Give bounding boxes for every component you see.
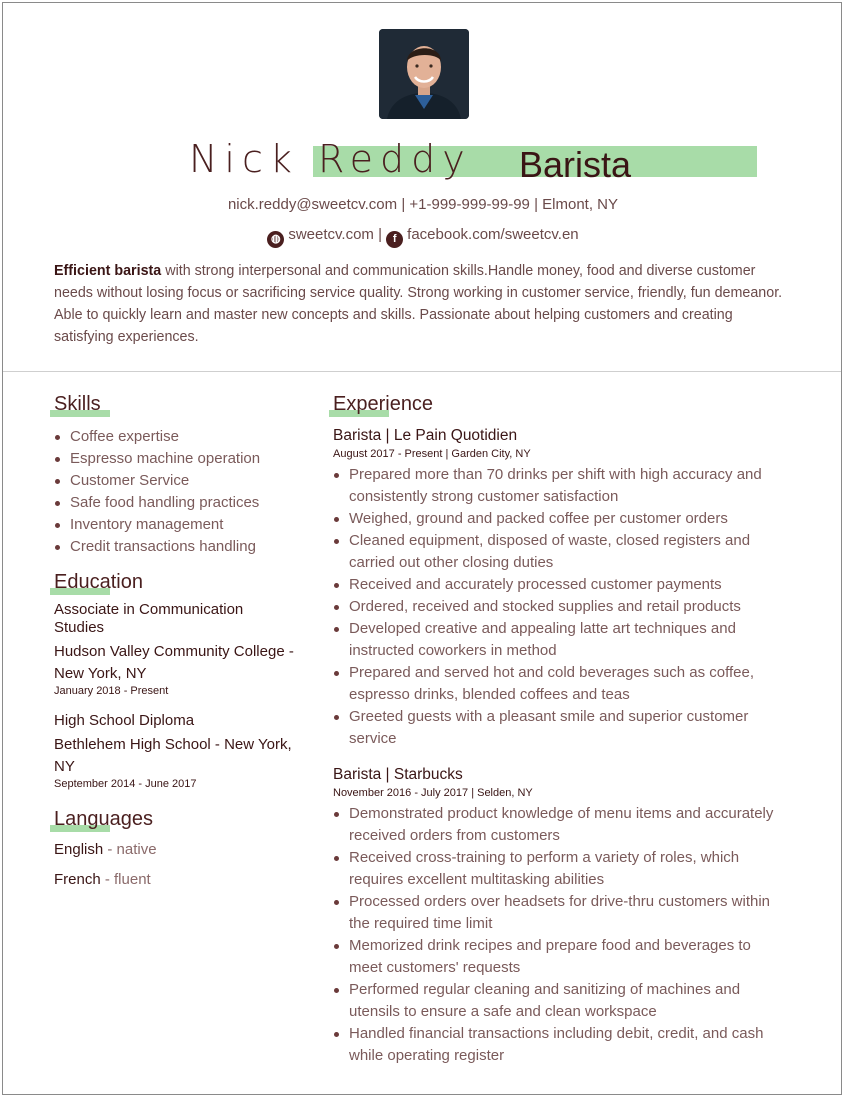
contact-separator: | — [401, 196, 406, 213]
language-name: French — [54, 871, 101, 888]
job-bullet: Performed regular cleaning and sanitizing of machines and utensils to ensure a safe and clean workspace — [333, 979, 788, 1023]
job-bullet: Processed orders over headsets for drive-thru customers within the required time limit — [333, 891, 788, 935]
skill-item: Espresso machine operation — [54, 448, 260, 470]
job-position: Barista | Le Pain Quotidien — [333, 427, 518, 444]
profile-photo — [379, 29, 469, 119]
skill-item: Safe food handling practices — [54, 492, 260, 514]
email[interactable]: nick.reddy@sweetcv.com — [227, 196, 398, 213]
summary-paragraph — [54, 260, 794, 348]
job-bullet: Developed creative and appealing latte art techniques and instructed coworkers in method — [333, 618, 788, 662]
job-bullet: Received cross-training to perform a variety of roles, which requires excellent multitasking abilities — [333, 847, 788, 891]
last-name: Reddy — [317, 137, 472, 181]
skill-item: Customer Service — [54, 470, 260, 492]
language-level: - native — [103, 841, 157, 858]
contact-separator: | — [534, 196, 538, 213]
language-item — [54, 841, 157, 858]
links-line — [3, 226, 843, 248]
job-bullet: Handled financial transactions including debit, credit, and cash while operating register — [333, 1023, 788, 1067]
job-bullets — [333, 464, 788, 750]
experience-heading: Experience — [333, 393, 434, 415]
job-bullet: Memorized drink recipes and prepare food and beverages to meet customers' requests — [333, 935, 788, 979]
skill-item: Coffee expertise — [54, 426, 260, 448]
first-name: Nick — [189, 137, 299, 181]
resume-page — [2, 2, 842, 1095]
summary-lead: Efficient barista — [54, 263, 162, 279]
job-meta: November 2016 - July 2017 | Selden, NY — [333, 787, 533, 799]
job-bullet: Cleaned equipment, disposed of waste, closed registers and carried out other closing duties — [333, 530, 788, 574]
location: Elmont, NY — [542, 196, 619, 213]
section-divider — [3, 371, 841, 372]
job-bullet: Ordered, received and stocked supplies and retail products — [333, 596, 788, 618]
job-bullets — [333, 803, 788, 1067]
languages-heading: Languages — [54, 808, 153, 830]
language-item — [54, 871, 151, 888]
job-bullet: Received and accurately processed customer payments — [333, 574, 788, 596]
job-position: Barista | Starbucks — [333, 766, 463, 783]
website-link[interactable]: sweetcv.com — [288, 226, 374, 243]
job-bullet: Weighed, ground and packed coffee per customer orders — [333, 508, 788, 530]
candidate-name — [189, 137, 472, 181]
facebook-icon: f — [386, 231, 403, 248]
language-name: English — [54, 841, 104, 858]
education-dates: January 2018 - Present — [54, 685, 169, 697]
facebook-link[interactable]: facebook.com/sweetcv.en — [407, 226, 579, 243]
education-degree: High School Diploma — [54, 712, 195, 729]
skills-heading: Skills — [54, 393, 101, 415]
job-bullet: Prepared and served hot and cold beverages such as coffee, espresso drinks, blended coffees and teas — [333, 662, 788, 706]
globe-icon: ◍ — [267, 231, 284, 248]
education-dates: September 2014 - June 2017 — [54, 778, 197, 790]
job-bullet: Prepared more than 70 drinks per shift with high accuracy and consistently strong customer satisfaction — [333, 464, 788, 508]
education-degree: Associate in Communication Studies — [54, 601, 244, 636]
language-level: - fluent — [100, 871, 151, 888]
skill-item: Inventory management — [54, 514, 260, 536]
education-heading: Education — [54, 571, 143, 593]
skill-item: Credit transactions handling — [54, 536, 260, 558]
education-school: Bethlehem High School - New York, NY — [54, 736, 292, 775]
job-meta: August 2017 - Present | Garden City, NY — [333, 448, 531, 460]
job-title: Barista — [519, 144, 632, 185]
skills-list — [54, 426, 260, 558]
links-separator: | — [378, 226, 382, 243]
education-school: Hudson Valley Community College - New York, NY — [54, 643, 294, 682]
job-bullet: Demonstrated product knowledge of menu items and accurately received orders from customers — [333, 803, 788, 847]
job-bullet: Greeted guests with a pleasant smile and superior customer service — [333, 706, 788, 750]
phone[interactable]: +1-999-999-99-99 — [409, 196, 530, 213]
contact-line — [3, 196, 843, 213]
summary-text: with strong interpersonal and communication skills.Handle money, food and diverse customer needs without losing focus or sacrificing service quality. Strong working in customer service, friendly, fun demeanor. Able to quickly learn and master new concepts and skills. Passionate about helping customers and creating satisfying experiences. — [54, 263, 783, 345]
person-portrait-image — [379, 29, 469, 119]
